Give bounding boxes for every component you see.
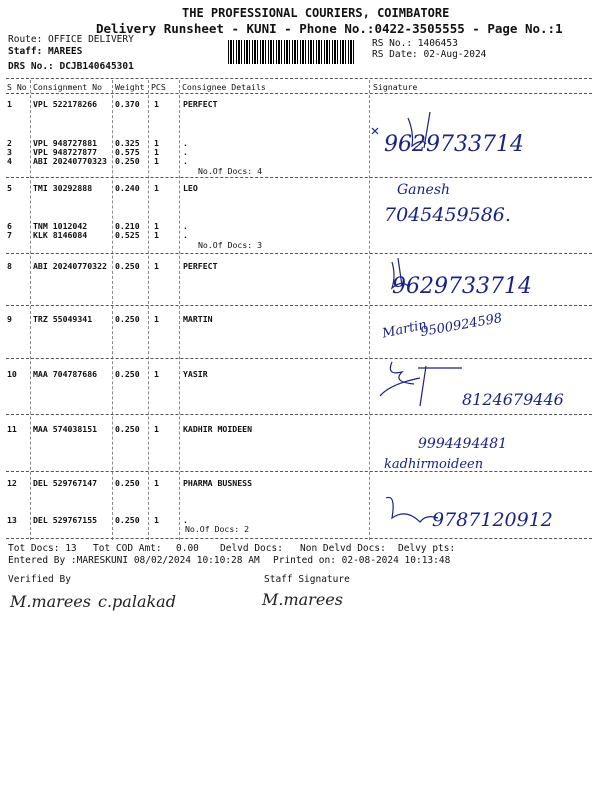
row-consignment-no: VPL 948727877 [33, 147, 98, 157]
rs-number: RS No.: 1406453 [372, 38, 458, 49]
row-sno: 7 [7, 230, 12, 240]
row-weight: 0.210 [115, 221, 140, 231]
handwritten-signature: kadhirmoideen [384, 457, 484, 472]
row-sno: 5 [7, 183, 12, 193]
company-name: THE PROFESSIONAL COURIERS, COIMBATORE [182, 6, 450, 20]
col-signature: Signature [373, 82, 418, 92]
row-pcs: 1 [154, 515, 159, 525]
scribble-mark [372, 128, 378, 134]
row-consignee: PERFECT [183, 261, 218, 271]
row-pcs: 1 [154, 221, 159, 231]
row-consignment-no: VPL 522178266 [33, 99, 98, 109]
col-consignment: Consignment No [33, 82, 103, 92]
row-sno: 6 [7, 221, 12, 231]
row-consignee: YASIR [183, 369, 208, 379]
entered-by: Entered By :MARESKUNI 08/02/2024 10:10:28 AM [8, 555, 260, 566]
row-consignment-no: ABI 20240770323 [33, 156, 107, 166]
docs-count-note: No.Of Docs: 4 [198, 166, 263, 176]
total-cod-label: Tot COD Amt: [93, 543, 162, 554]
scribble-mark [386, 497, 438, 522]
row-consignment-no: DEL 529767155 [33, 515, 98, 525]
row-consignment-no: ABI 20240770322 [33, 261, 107, 271]
row-pcs: 1 [154, 183, 159, 193]
staff-label: Staff: MAREES [8, 46, 83, 57]
handwritten-signature: 9629733714 [392, 274, 532, 299]
delivered-docs-label: Delvd Docs: [220, 543, 283, 554]
row-sno: 9 [7, 314, 12, 324]
row-consignee: KADHIR MOIDEEN [183, 424, 253, 434]
col-weight: Weight [115, 82, 145, 92]
row-consignment-no: KLK 8146084 [33, 230, 88, 240]
row-sno: 3 [7, 147, 12, 157]
row-consignment-no: TMI 30292888 [33, 183, 93, 193]
printed-on: Printed on: 02-08-2024 10:13:48 [273, 555, 451, 566]
row-sno: 8 [7, 261, 12, 271]
row-consignee: MARTIN [183, 314, 213, 324]
row-consignment-no: TNM 1012042 [33, 221, 88, 231]
row-weight: 0.325 [115, 138, 140, 148]
handwritten-signature: 7045459586. [384, 204, 511, 226]
row-weight: 0.250 [115, 424, 140, 434]
row-consignment-no: MAA 574038151 [33, 424, 98, 434]
row-consignment-no: VPL 948727881 [33, 138, 98, 148]
row-weight: 0.250 [115, 261, 140, 271]
row-consignee: LEO [183, 183, 198, 193]
row-weight: 0.250 [115, 478, 140, 488]
row-consignee: PERFECT [183, 99, 218, 109]
row-consignment-no: DEL 529767147 [33, 478, 98, 488]
verified-by-label: Verified By [8, 574, 71, 585]
col-consignee: Consignee Details [182, 82, 266, 92]
delivery-points-label: Delvy pts: [398, 543, 456, 554]
col-pcs: PCS [151, 82, 166, 92]
row-pcs: 1 [154, 230, 159, 240]
row-weight: 0.250 [115, 369, 140, 379]
scribble-mark [408, 112, 430, 148]
row-weight: 0.525 [115, 230, 140, 240]
handwritten-signature: 9500924598 [419, 310, 504, 341]
page-title: Delivery Runsheet - KUNI - Phone No.:0422-3505555 - Page No.:1 [96, 21, 563, 36]
row-sno: 2 [7, 138, 12, 148]
row-sno: 1 [7, 99, 12, 109]
row-weight: 0.250 [115, 314, 140, 324]
scribble-mark [392, 258, 408, 288]
row-pcs: 1 [154, 156, 159, 166]
rs-date: RS Date: 02-Aug-2024 [372, 49, 487, 60]
total-cod-value: 0.00 [176, 543, 199, 554]
row-weight: 0.250 [115, 156, 140, 166]
row-pcs: 1 [154, 314, 159, 324]
handwritten-signature: Ganesh [397, 182, 451, 198]
row-consignee: . [183, 147, 188, 157]
scribble-mark [390, 362, 462, 406]
row-pcs: 1 [154, 147, 159, 157]
row-sno: 12 [7, 478, 17, 488]
row-sno: 10 [7, 369, 17, 379]
row-consignee: . [183, 515, 188, 525]
row-consignee: . [183, 138, 188, 148]
row-weight: 0.575 [115, 147, 140, 157]
row-consignment-no: MAA 704787686 [33, 369, 98, 379]
row-sno: 4 [7, 156, 12, 166]
row-weight: 0.250 [115, 515, 140, 525]
row-sno: 11 [7, 424, 17, 434]
staff-signature: M.marees [262, 590, 343, 609]
row-pcs: 1 [154, 478, 159, 488]
row-consignee: . [183, 156, 188, 166]
total-docs: Tot Docs: 13 [8, 543, 77, 554]
verified-signature: M.marees [10, 592, 91, 611]
docs-count-note: No.Of Docs: 3 [198, 240, 263, 250]
handwritten-signature: 9787120912 [432, 509, 553, 531]
col-sno: S No [7, 82, 27, 92]
row-weight: 0.370 [115, 99, 140, 109]
staff-signature-label: Staff Signature [264, 574, 350, 585]
row-pcs: 1 [154, 99, 159, 109]
non-delivered-docs-label: Non Delvd Docs: [300, 543, 386, 554]
verified-signature: c.palakad [98, 592, 176, 611]
row-pcs: 1 [154, 369, 159, 379]
row-consignment-no: TRZ 55049341 [33, 314, 93, 324]
row-consignee: PHARMA BUSNESS [183, 478, 253, 488]
handwritten-signature: Martin [380, 317, 429, 342]
row-pcs: 1 [154, 138, 159, 148]
row-consignee: . [183, 230, 188, 240]
route-label: Route: OFFICE DELIVERY [8, 34, 134, 45]
docs-count-note: No.Of Docs: 2 [185, 524, 250, 534]
row-consignee: . [183, 221, 188, 231]
row-sno: 13 [7, 515, 17, 525]
handwritten-signature: 9629733714 [384, 132, 524, 157]
drs-number: DRS No.: DCJB140645301 [8, 61, 134, 72]
row-weight: 0.240 [115, 183, 140, 193]
row-pcs: 1 [154, 261, 159, 271]
handwritten-signature: 8124679446 [462, 390, 564, 409]
handwritten-signature: 9994494481 [418, 436, 508, 452]
row-pcs: 1 [154, 424, 159, 434]
